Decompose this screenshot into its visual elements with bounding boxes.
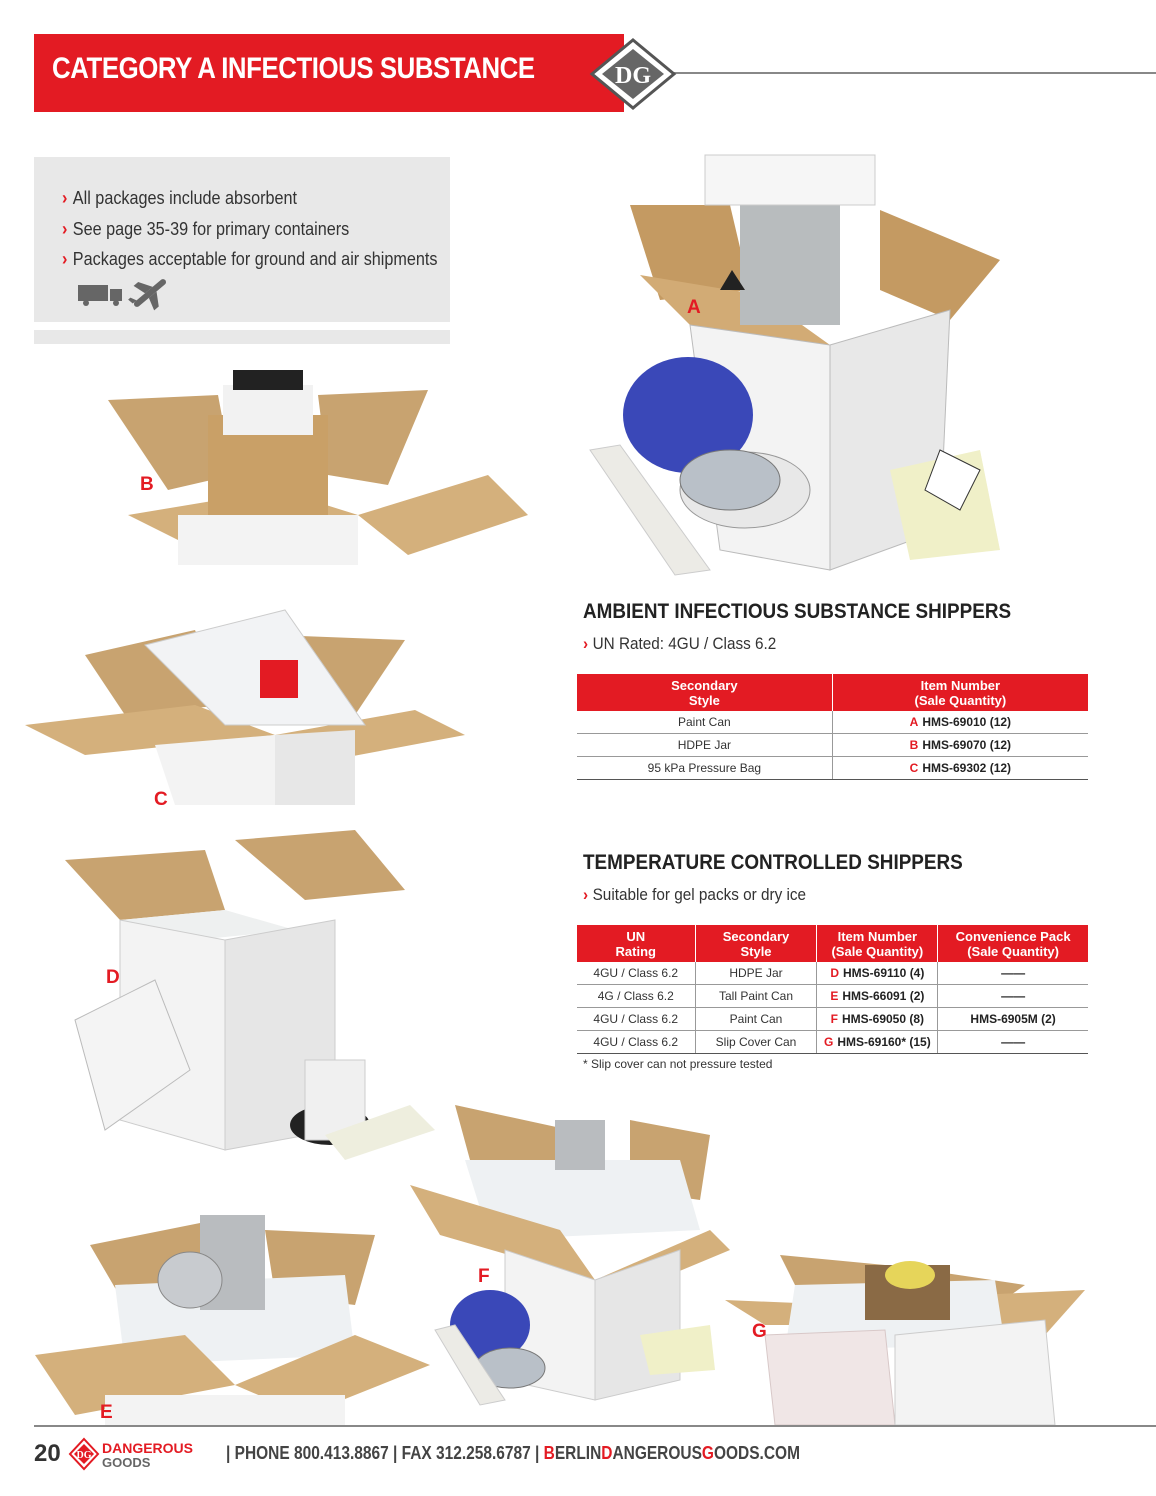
temp-style-cell: Slip Cover Can xyxy=(695,1031,817,1054)
footer-rule xyxy=(34,1425,1156,1427)
table-row xyxy=(577,985,1088,1008)
temp-rating-cell: 4GU / Class 6.2 xyxy=(577,1031,695,1054)
svg-text:DG: DG xyxy=(76,1450,92,1461)
photo-label-e: E xyxy=(100,1402,113,1423)
footer-contact: | PHONE 800.413.8867 | FAX 312.258.6787 | BERLINDANGEROUSGOODS.COM xyxy=(226,1443,800,1463)
product-photo-f xyxy=(410,1100,730,1410)
dangerous-goods-logo xyxy=(68,1437,218,1471)
ambient-style-cell: Paint Can xyxy=(577,711,832,734)
truck-icon xyxy=(78,285,122,306)
photo-label-b: B xyxy=(140,474,154,495)
shipping-icons xyxy=(76,275,176,311)
temp-rating-cell: 4GU / Class 6.2 xyxy=(577,1008,695,1031)
temp-header-style: Secondary Style xyxy=(695,925,817,962)
ambient-style-cell: 95 kPa Pressure Bag xyxy=(577,757,832,780)
info-bullet: › Packages acceptable for ground and air shipments xyxy=(62,249,438,269)
temp-header-pack: Convenience Pack (Sale Quantity) xyxy=(938,925,1088,962)
ambient-header-style: Secondary Style xyxy=(577,674,832,711)
product-photo-c xyxy=(25,605,465,805)
temperature-footnote: * Slip cover can not pressure tested xyxy=(583,1057,773,1071)
temp-style-cell: Tall Paint Can xyxy=(695,985,817,1008)
temp-item-cell: E HMS-66091 (2) xyxy=(817,985,938,1008)
temp-header-item: Item Number (Sale Quantity) xyxy=(817,925,938,962)
ambient-subtitle: › UN Rated: 4GU / Class 6.2 xyxy=(583,634,777,653)
temperature-table xyxy=(577,925,1088,1054)
photo-label-a: A xyxy=(687,297,701,318)
info-box-strip xyxy=(34,330,450,344)
table-row xyxy=(577,1031,1088,1054)
svg-text:DANGEROUS: DANGEROUS xyxy=(102,1440,194,1456)
temp-pack-cell: —— xyxy=(938,962,1088,985)
ambient-item-cell: A HMS-69010 (12) xyxy=(832,711,1088,734)
temperature-section-title: TEMPERATURE CONTROLLED SHIPPERS xyxy=(583,851,963,874)
photo-label-g: G xyxy=(752,1321,767,1342)
table-row xyxy=(577,757,1088,780)
ambient-style-cell: HDPE Jar xyxy=(577,734,832,757)
page-title: CATEGORY A INFECTIOUS SUBSTANCE xyxy=(52,52,535,85)
photo-label-f: F xyxy=(478,1266,490,1287)
product-photo-g xyxy=(725,1225,1085,1425)
temp-style-cell: Paint Can xyxy=(695,1008,817,1031)
product-photo-b xyxy=(108,365,528,565)
svg-text:DG: DG xyxy=(615,63,651,89)
table-row xyxy=(577,734,1088,757)
ambient-item-cell: B HMS-69070 (12) xyxy=(832,734,1088,757)
ambient-table xyxy=(577,674,1088,780)
temp-style-cell: HDPE Jar xyxy=(695,962,817,985)
temp-header-rating: UN Rating xyxy=(577,925,695,962)
info-bullet: › All packages include absorbent xyxy=(62,188,298,208)
temp-pack-cell: HMS-6905M (2) xyxy=(938,1008,1088,1031)
page-number: 20 xyxy=(34,1440,61,1467)
photo-label-d: D xyxy=(106,967,120,988)
ambient-header-item: Item Number (Sale Quantity) xyxy=(832,674,1088,711)
header-rule xyxy=(620,72,1156,74)
ambient-item-cell: C HMS-69302 (12) xyxy=(832,757,1088,780)
table-row xyxy=(577,711,1088,734)
product-photo-e xyxy=(35,1185,430,1425)
product-photo-a xyxy=(580,150,1040,580)
temp-pack-cell: —— xyxy=(938,985,1088,1008)
temperature-subtitle: › Suitable for gel packs or dry ice xyxy=(583,885,807,904)
temp-pack-cell: —— xyxy=(938,1031,1088,1054)
svg-text:GOODS: GOODS xyxy=(102,1455,151,1470)
airplane-icon xyxy=(124,275,176,311)
temp-item-cell: F HMS-69050 (8) xyxy=(817,1008,938,1031)
temp-item-cell: D HMS-69110 (4) xyxy=(817,962,938,985)
table-row xyxy=(577,962,1088,985)
photo-label-c: C xyxy=(154,789,168,810)
info-bullet: › See page 35-39 for primary containers xyxy=(62,219,350,239)
dg-logo-icon xyxy=(588,36,678,112)
temp-rating-cell: 4GU / Class 6.2 xyxy=(577,962,695,985)
temp-item-cell: G HMS-69160* (15) xyxy=(817,1031,938,1054)
table-row xyxy=(577,1008,1088,1031)
temp-rating-cell: 4G / Class 6.2 xyxy=(577,985,695,1008)
ambient-section-title: AMBIENT INFECTIOUS SUBSTANCE SHIPPERS xyxy=(583,600,1012,623)
